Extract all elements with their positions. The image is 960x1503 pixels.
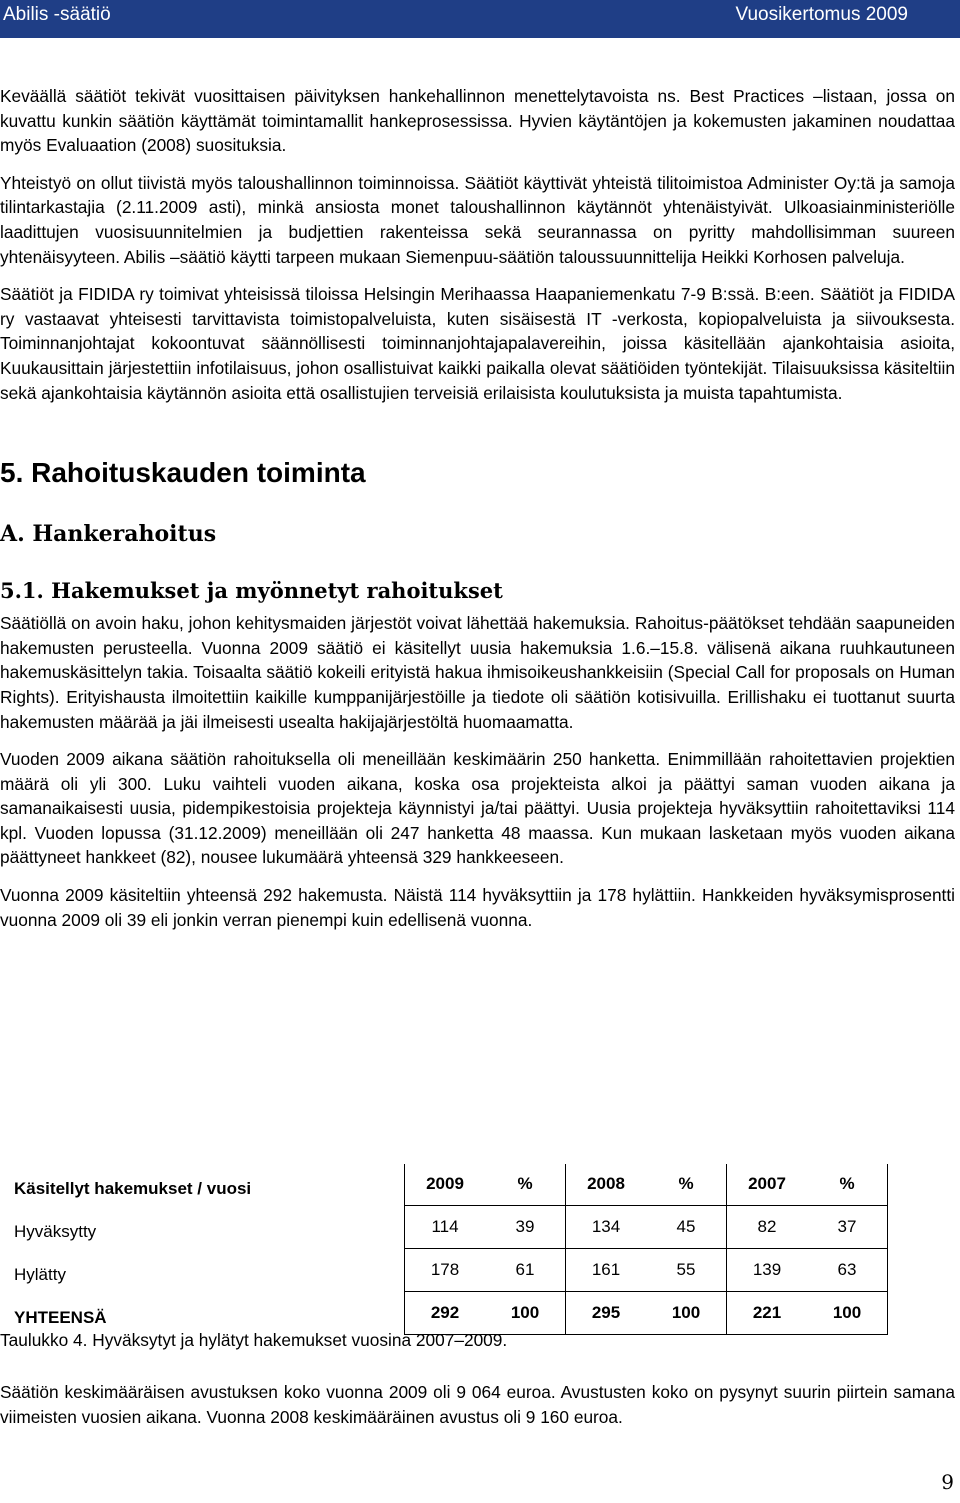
- page-header: [0, 0, 960, 38]
- table-header-cell: 2009: [405, 1164, 486, 1205]
- table-cell: 295: [566, 1291, 647, 1334]
- table-cell: 61: [485, 1248, 566, 1291]
- table-header-cell: %: [807, 1164, 888, 1205]
- table-cell: 45: [646, 1205, 727, 1248]
- chapter-heading: 5. Rahoituskauden toiminta: [0, 457, 366, 489]
- table-header-cell: 2007: [727, 1164, 808, 1205]
- table-cell: 178: [405, 1248, 486, 1291]
- paragraph-project-count: Vuoden 2009 aikana säätiön rahoituksella oli meneillään keskimäärin 250 hanketta. Enimmillään rahoitettavien projektien määrä oli yli 300. Luku vaihteli vuoden aikana, koska osa projekteista alkoi ja päättyi saman vuoden aikana ja samanaikaisesti uusia, pidempikestoisia projekteja käynnistyi ja/tai päättyi. Uusia projekteja hyväksyttiin rahoitettaviksi 114 kpl. Vuoden lopussa (31.12.2009) meneillään oli 247 hanketta 48 maassa. Kun mukaan lasketaan myös vuoden aikana päättyneet hankkeet (82), nousee lukumäärä yhteensä 329 hankkeeseen.: [0, 749, 955, 868]
- row-label: Hyväksytty: [14, 1221, 97, 1241]
- paragraph-financial-cooperation: Yhteistyö on ollut tiivistä myös taloushallinnon toiminnoissa. Säätiöt käyttivät yhteistä tilitoimistoa Administer Oy:tä ja samoja tilintarkastajia (2.11.2009 asti), minkä ansiosta monet taloushallinnon käytännöt yhtenäistyivät. Ulkoasiainministeriölle laadittujen vuosisuunnitelmien ja budjettien rakenteissa sekä seurannassa on pyritty mahdollisimman suureen yhtenäisyyteen. Abilis –säätiö käytti tarpeen mukaan Siemenpuu-säätiön taloussuunnittelija Heikki Korhosen palveluja.: [0, 172, 955, 267]
- table-row: [8, 1248, 888, 1291]
- table-cell: 292: [405, 1291, 486, 1334]
- applications-table: [8, 1164, 888, 1335]
- paragraph-shared-premises: Säätiöt ja FIDIDA ry toimivat yhteisissä tiloissa Helsingin Merihaassa Haapaniemenkatu 7-9 B:ssä. B:een. Säätiöt ja FIDIDA ry vastaavat yhteisesti tarvittavista toimistopalveluista, kuten sisäisestä IT -verkosta, kopiopalveluista ja siivouksesta. Toiminnanjohtajat kokoontuvat säännöllisesti toiminnanjohtajapalavereihin, joissa käsitellään ajankohtaisia asioita, Kuukausittain järjestettiin infotilaisuus, johon osallistuivat kaikki paikalla olevat säätiöiden työntekijät. Tilaisuuksissa käsiteltiin sekä ajankohtaisia käytännön asioita että osallistujien terveisiä erilaisista koulutuksista ja muista tapahtumista.: [0, 284, 955, 403]
- table-cell: 139: [727, 1248, 808, 1291]
- paragraph-applications-processed: Vuonna 2009 käsiteltiin yhteensä 292 hakemusta. Näistä 114 hyväksyttiin ja 178 hylättiin. Hankkeiden hyväksymisprosentti vuonna 2009 oli 39 eli jonkin verran pienempi kuin edellisenä vuonna.: [0, 885, 955, 930]
- row-label: Hylätty: [14, 1264, 66, 1284]
- table-cell: 37: [807, 1205, 888, 1248]
- table-caption: Taulukko 4. Hyväksytyt ja hylätyt hakemukset vuosina 2007–2009.: [0, 1330, 508, 1350]
- table-cell: 100: [646, 1291, 727, 1334]
- table-cell: 39: [485, 1205, 566, 1248]
- header-report-title: Vuosikertomus 2009: [735, 4, 908, 25]
- page-number: 9: [941, 1470, 954, 1494]
- table-cell: 161: [566, 1248, 647, 1291]
- table-cell: 82: [727, 1205, 808, 1248]
- table-row: [8, 1205, 888, 1248]
- table-title: Käsitellyt hakemukset / vuosi: [14, 1178, 252, 1198]
- table-cell: 221: [727, 1291, 808, 1334]
- table-header-cell: %: [678, 1174, 694, 1194]
- section-heading-5-1: 5.1. Hakemukset ja myönnetyt rahoitukset: [0, 578, 503, 604]
- table-cell: 134: [566, 1205, 647, 1248]
- row-label-total: YHTEENSÄ: [14, 1307, 107, 1327]
- table-header-cell: 2008: [566, 1164, 647, 1205]
- table-cell: 100: [485, 1291, 566, 1334]
- section-heading-a: A. Hankerahoitus: [0, 521, 217, 548]
- table-cell: 114: [405, 1205, 486, 1248]
- table-header-row: [8, 1164, 888, 1205]
- paragraph-open-call: Säätiöllä on avoin haku, johon kehitysmaiden järjestöt voivat lähettää hakemuksia. Rahoitus-päätökset tehdään saapuneiden hakemusten perusteella. Vuonna 2009 säätiö ei käsitellyt uusia hakemuksia 1.6.–15.8. välisenä aikana ruuhkautuneen hakemuskäsittelyn takia. Toisaalta säätiö kokeili erityistä hakua ihmisoikeushankkeisiin (Special Call for proposals on Human Rights). Erityishausta ilmoitettiin kaikille kumppanijärjestöille ja tiedote oli säätiön kotisivuilla. Erillishaku ei tuottanut suurta hakemusten määrää ja jäi ilmeisesti usealta hakijajärjestöltä huomaamatta.: [0, 613, 955, 732]
- table-cell: 100: [807, 1291, 888, 1334]
- table-cell: 63: [807, 1248, 888, 1291]
- paragraph-average-grant: Säätiön keskimääräisen avustuksen koko vuonna 2009 oli 9 064 euroa. Avustusten koko on pysynyt suurin piirtein samana viimeisten vuosien aikana. Vuonna 2008 keskimääräinen avustus oli 9 160 euroa.: [0, 1382, 955, 1427]
- table-cell: 55: [646, 1248, 727, 1291]
- document-body: [0, 84, 955, 932]
- table-header-cell: %: [517, 1174, 533, 1194]
- paragraph-best-practices: Keväällä säätiöt tekivät vuosittaisen päivityksen hankehallinnon menettelytavoista ns. Best Practices –listaan, jossa on kuvattu kunkin säätiön käyttämät toimintamallit hankeprosessissa. Hyvien käytäntöjen ja kokemusten jakaminen noudattaa myös Evaluaation (2008) suosituksia.: [0, 86, 955, 156]
- header-organization: Abilis -säätiö: [3, 4, 111, 25]
